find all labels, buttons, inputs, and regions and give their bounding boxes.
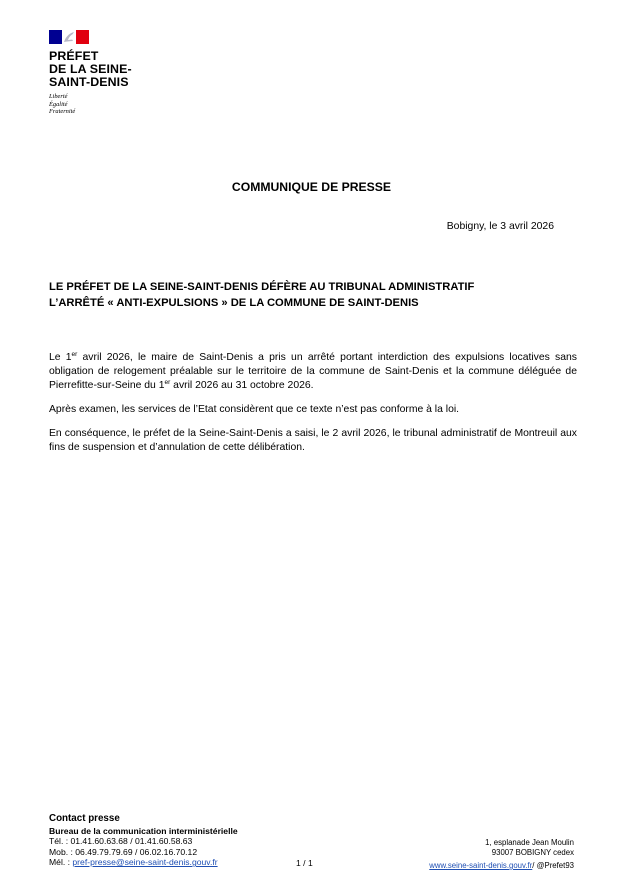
address-city: 93007 BOBIGNY cedex	[491, 848, 574, 857]
address-street: 1, esplanade Jean Moulin	[485, 838, 574, 847]
page-number: 1 / 1	[296, 858, 313, 868]
republic-motto	[49, 93, 132, 116]
headline-line-1: LE PRÉFET DE LA SEINE-SAINT-DENIS DÉFÈRE AU TRIBUNAL ADMINISTRATIF	[49, 281, 475, 293]
contact-email-label: Mél. :	[49, 857, 73, 868]
place-and-date: Bobigny, le 3 avril 2026	[446, 221, 554, 232]
contact-mobile: Mob. : 06.49.79.79.69 / 06.02.16.70.12	[49, 846, 198, 857]
document-type-title: COMMUNIQUE DE PRESSE	[231, 180, 392, 194]
prefecture-name-line-1: PRÉFET	[49, 49, 99, 63]
web-and-social-line	[429, 861, 574, 871]
prefecture-logo-block	[49, 30, 132, 116]
website-link[interactable]: www.seine-saint-denis.gouv.fr	[429, 861, 533, 870]
motto-liberte: Liberté	[49, 93, 68, 100]
body-paragraph-3: En conséquence, le préfet de la Seine-Saint-Denis a saisi, le 2 avril 2026, le tribunal administratif de Montreuil aux fins de suspension et d’annulation de cette délibération.	[49, 428, 577, 453]
press-release-headline	[49, 279, 579, 311]
headline-line-2: L’ARRÊTÉ « ANTI-EXPULSIONS » DE LA COMMUNE DE SAINT-DENIS	[49, 297, 419, 309]
prefecture-name-line-3: SAINT-DENIS	[49, 75, 129, 89]
contact-email-link[interactable]: pref-presse@seine-saint-denis.gouv.fr	[72, 857, 218, 868]
motto-egalite: Égalité	[49, 100, 68, 108]
prefecture-name	[49, 50, 132, 89]
press-release-body	[49, 351, 577, 465]
p1-part-a: Le 1	[49, 352, 72, 363]
body-paragraph-2: Après examen, les services de l’Etat considèrent que ce texte n’est pas conforme à la loi.	[49, 404, 460, 415]
p1-superscript-1: er	[71, 351, 78, 358]
press-contact-block	[49, 812, 238, 868]
contact-email-line	[49, 857, 238, 867]
body-paragraph-1	[49, 351, 577, 393]
p1-part-c: avril 2026 au 31 octobre 2026.	[170, 380, 314, 391]
prefecture-name-line-2: DE LA SEINE-	[49, 62, 132, 76]
p1-superscript-2: er	[164, 379, 171, 386]
prefecture-address-block	[429, 838, 574, 871]
motto-fraternite: Fraternité	[49, 108, 76, 116]
contact-office: Bureau de la communication interministérielle	[49, 826, 238, 836]
contact-phone: Tél. : 01.41.60.63.68 / 01.41.60.58.63	[49, 836, 193, 847]
p1-part-b: avril 2026, le maire de Saint-Denis a pris un arrêté portant interdiction des expulsions locatives sans obligation de relogement préalable sur le territoire de la commune de Saint-Denis et la commune déléguée de Pierrefitte-sur-Seine du 1	[49, 352, 577, 391]
social-handle: / @Prefet93	[532, 861, 574, 870]
marianne-flag-icon	[49, 30, 89, 44]
contact-title: Contact presse	[49, 813, 120, 824]
